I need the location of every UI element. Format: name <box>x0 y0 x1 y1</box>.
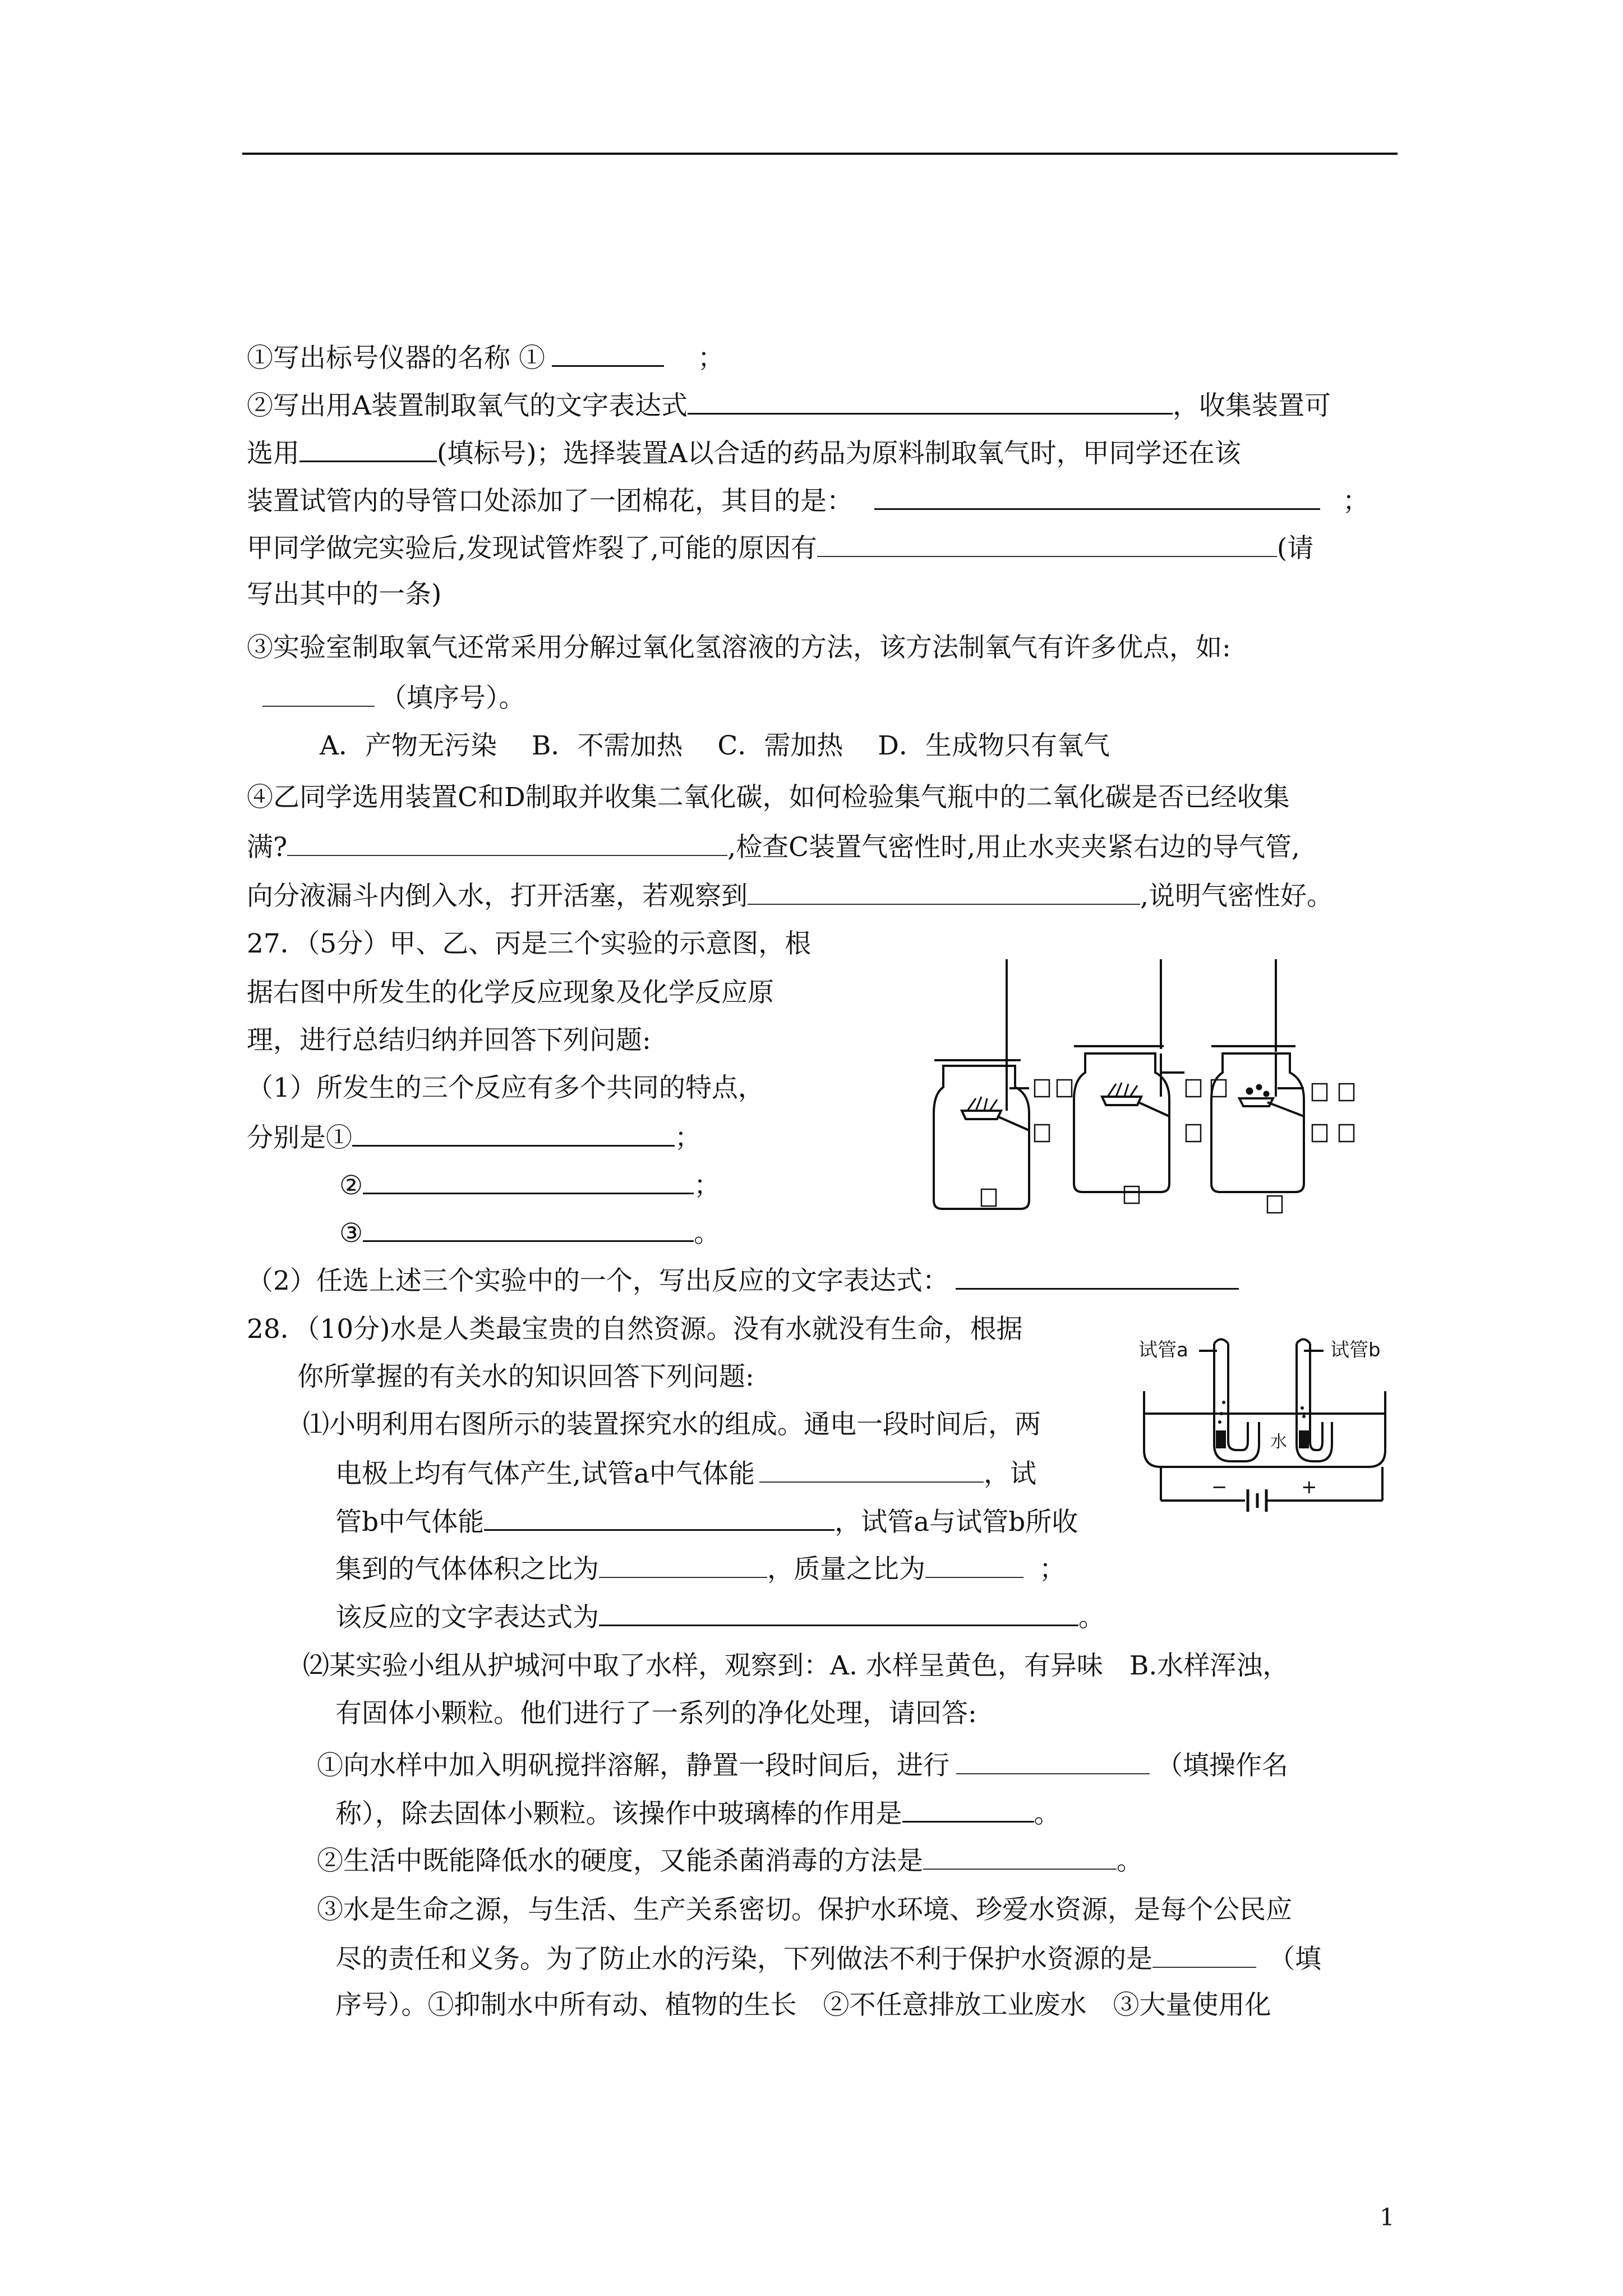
answer-blank[interactable] <box>956 1747 1150 1774</box>
answer-blank[interactable] <box>299 435 437 462</box>
text-line: （填序号）。 <box>247 680 525 715</box>
text-line: 管b中气体能 ，试管a与试管b所收 <box>335 1503 1078 1539</box>
answer-blank[interactable] <box>923 1843 1117 1870</box>
text-line: 27．（5分）甲、乙、丙是三个实验的示意图，根 <box>247 928 811 959</box>
text-line: 28．（10分)水是人类最宝贵的自然资源。没有水就没有生命，根据 <box>247 1314 1023 1345</box>
answer-blank[interactable] <box>759 1456 984 1483</box>
answer-blank[interactable] <box>1152 1941 1256 1968</box>
text-line: 装置试管内的导管口处添加了一团棉花，其目的是： ； <box>247 482 1369 518</box>
text-line: 集到的气体体积之比为 ，质量之比为 ； <box>335 1551 1066 1586</box>
answer-blank[interactable] <box>874 482 1320 510</box>
text-line: 序号）。①抑制水中所有动、植物的生长 ②不任意排放工业废水 ③大量使用化 <box>335 1990 1271 2021</box>
text-line: 向分液漏斗内倒入水，打开活塞，若观察到 ,说明气密性好。 <box>247 878 1333 913</box>
text-line: （2）任选上述三个实验中的一个，写出反应的文字表达式： <box>247 1262 1239 1298</box>
text-line: 你所掌握的有关水的知识回答下列问题: <box>297 1361 754 1392</box>
text-line: ② ； <box>339 1167 720 1203</box>
answer-blank[interactable] <box>287 829 727 856</box>
text-line: （1）所发生的三个反应有多个共同的特点， <box>247 1073 764 1103</box>
text-line: ③实验室制取氧气还常采用分解过氧化氢溶液的方法，该方法制氧气有许多优点，如: <box>247 632 1231 663</box>
text-line: ④乙同学选用装置C和D制取并收集二氧化碳，如何检验集气瓶中的二氧化碳是否已经收集 <box>247 782 1290 813</box>
text-line: 写出其中的一条) <box>247 579 442 610</box>
answer-blank[interactable] <box>688 387 1173 415</box>
answer-blank[interactable] <box>748 878 1140 905</box>
page-number: 1 <box>1380 2203 1395 2231</box>
text-line: 有固体小颗粒。他们进行了一系列的净化处理，请回答: <box>335 1698 977 1729</box>
answer-blank[interactable] <box>925 1551 1023 1578</box>
answer-blank[interactable] <box>817 530 1277 557</box>
text-line: ①写出标号仪器的名称 ① ； <box>247 339 724 375</box>
answer-blank[interactable] <box>352 1119 675 1147</box>
text-line: ⑵某实验小组从护城河中取了水样，观察到：A. 水样呈黄色，有异味 B.水样浑浊， <box>303 1650 1289 1681</box>
answer-blank[interactable] <box>552 339 664 367</box>
header-rule <box>242 153 1398 155</box>
text-line: ③ 。 <box>339 1214 720 1250</box>
text-line: ①向水样中加入明矾搅拌溶解，静置一段时间后，进行 （填操作名 <box>317 1747 1288 1783</box>
text-line: ②写出用A装置制取氧气的文字表达式 ，收集装置可 <box>247 387 1331 423</box>
label-tube-b: 试管b <box>1330 1339 1381 1361</box>
label-water: 水 <box>1270 1432 1287 1452</box>
text-line: ②生活中既能降低水的硬度，又能杀菌消毒的方法是 。 <box>317 1843 1143 1878</box>
text-line: ⑴小明利用右图所示的装置探究水的组成。通电一段时间后，两 <box>303 1409 1041 1440</box>
text-line: A．产物无污染 B．不需加热 C．需加热 D．生成物只有氧气 <box>320 730 1110 761</box>
text-line: 分别是① ； <box>247 1119 701 1155</box>
text-line: 该反应的文字表达式为 。 <box>335 1599 1105 1635</box>
water-electrolysis-figure <box>1133 1329 1402 1515</box>
text-line: 称），除去固体小颗粒。该操作中玻璃棒的作用是 。 <box>335 1795 1061 1831</box>
answer-blank[interactable] <box>956 1262 1239 1290</box>
answer-blank[interactable] <box>902 1795 1034 1823</box>
text-line: 选用 (填标号)；选择装置A以合适的药品为原料制取氧气时，甲同学还在该 <box>247 435 1241 471</box>
answer-blank[interactable] <box>484 1503 834 1531</box>
answer-blank[interactable] <box>363 1214 694 1242</box>
answer-blank[interactable] <box>262 680 375 707</box>
combustion-jars-figure <box>931 954 1402 1223</box>
answer-blank[interactable] <box>599 1599 1078 1626</box>
label-tube-a: 试管a <box>1138 1339 1188 1361</box>
text-line: 电极上均有气体产生,试管a中气体能 ，试 <box>335 1456 1036 1491</box>
text-line: 满? ,检查C装置气密性时,用止水夹夹紧右边的导气管, <box>247 829 1300 864</box>
text-line: 理，进行总结归纳并回答下列问题: <box>247 1025 651 1056</box>
label-plus: + <box>1301 1476 1317 1498</box>
text-line: 甲同学做完实验后,发现试管炸裂了,可能的原因有 (请 <box>247 530 1313 565</box>
answer-blank[interactable] <box>363 1167 694 1194</box>
text-line: ③水是生命之源，与生活、生产关系密切。保护水环境、珍爱水资源，是每个公民应 <box>317 1894 1292 1925</box>
label-minus: − <box>1211 1476 1228 1498</box>
text-line: 据右图中所发生的化学反应现象及化学反应原 <box>247 977 774 1008</box>
answer-blank[interactable] <box>599 1551 767 1578</box>
text-line: 尽的责任和义务。为了防止水的污染，下列做法不利于保护水资源的是 （填 <box>335 1941 1321 1976</box>
